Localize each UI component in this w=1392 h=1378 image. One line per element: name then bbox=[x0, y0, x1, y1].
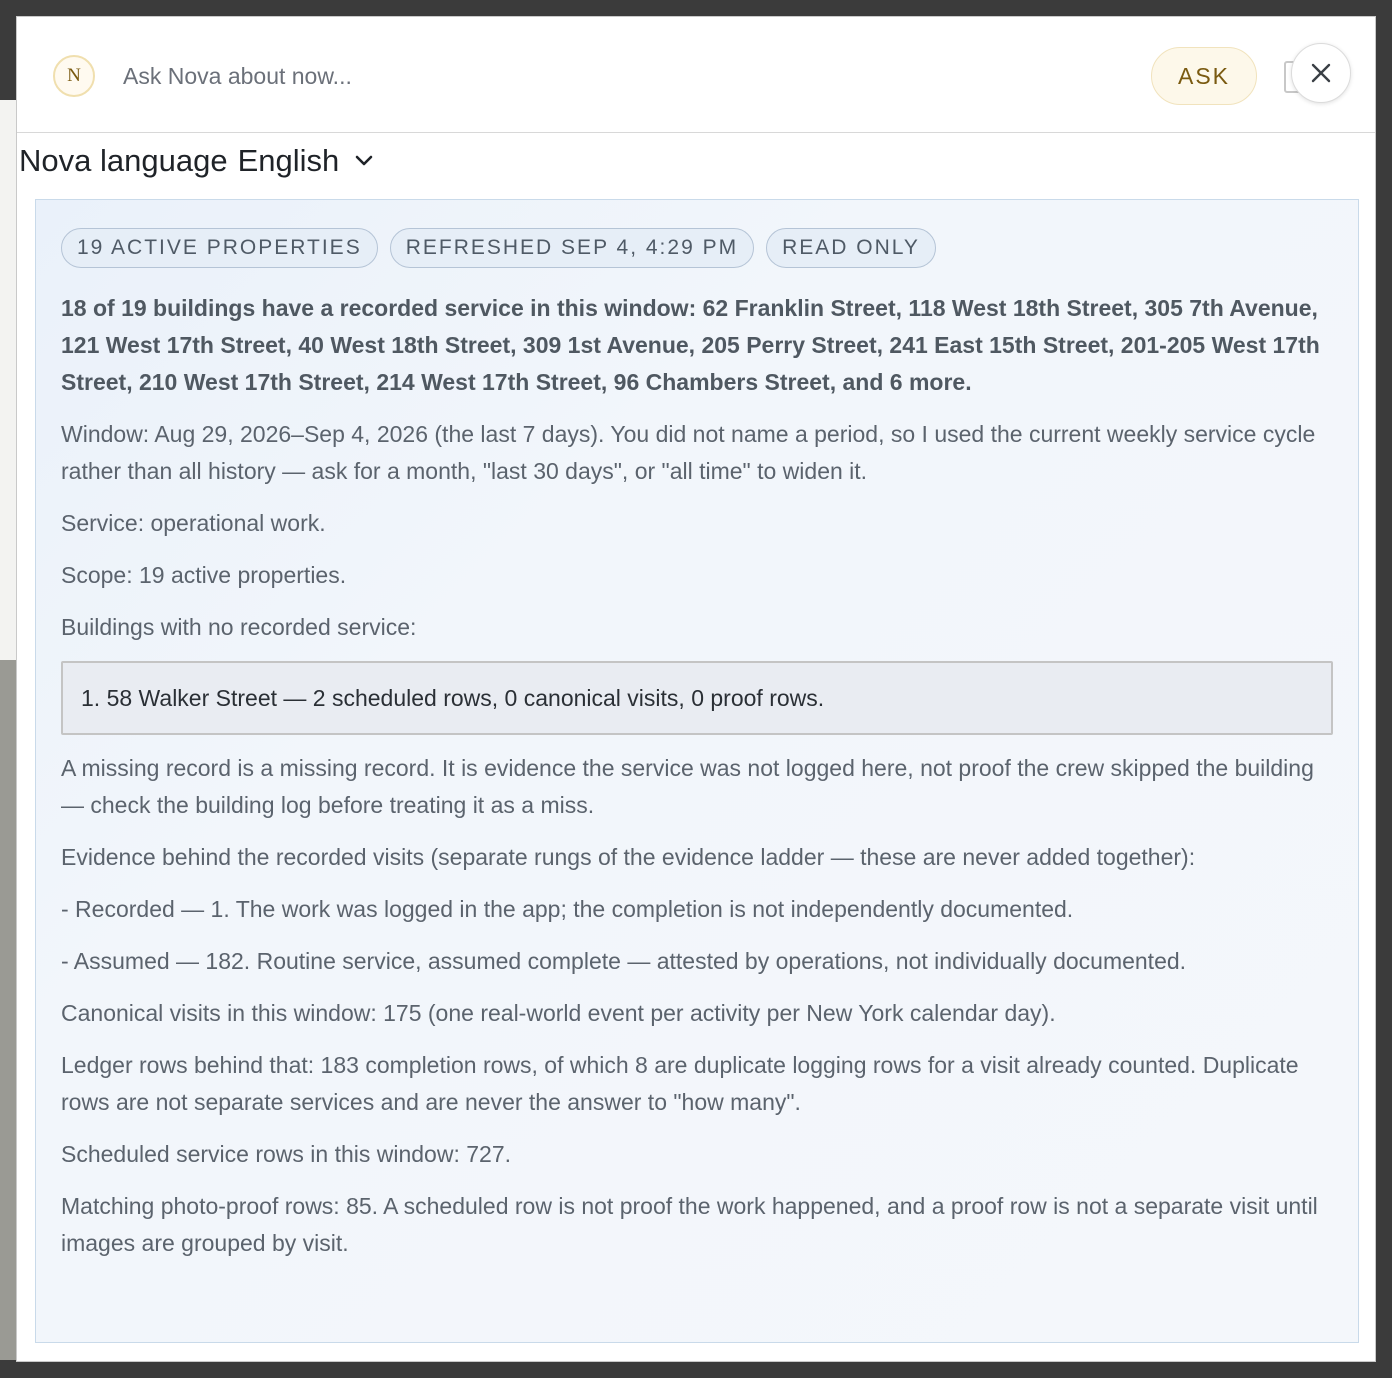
language-selector[interactable] bbox=[19, 137, 373, 185]
answer-chips bbox=[61, 228, 936, 268]
avatar-letter: N bbox=[67, 65, 81, 86]
chip-read-only: READ ONLY bbox=[766, 228, 936, 268]
close-icon bbox=[1310, 62, 1332, 84]
ask-bar bbox=[17, 17, 1375, 133]
evidence-assumed: - Assumed — 182. Routine service, assumed complete — attested by operations, not individually documented. bbox=[61, 948, 1187, 974]
nova-dialog bbox=[16, 16, 1376, 1362]
no-service-heading: Buildings with no recorded service: bbox=[61, 614, 417, 640]
background-page-edge bbox=[0, 100, 16, 660]
evidence-heading: Evidence behind the recorded visits (separate rungs of the evidence ladder — these are never added together): bbox=[61, 844, 1196, 870]
no-service-list bbox=[61, 661, 1333, 735]
evidence-recorded: - Recorded — 1. The work was logged in the app; the completion is not independently documented. bbox=[61, 896, 1074, 922]
answer-summary: 18 of 19 buildings have a recorded service in this window: 62 Franklin Street, 118 West 18th Street, 305 7th Avenue, 121 West 17th Street, 40 West 18th Street, 309 1st Avenue, 205 Perry Street, 241 East 15th Street, 201-205 West 17th Street, 210 West 17th Street, 214 West 17th Street, 96 Chambers Street, and 6 more. bbox=[61, 295, 1320, 395]
answer-panel bbox=[35, 199, 1359, 1343]
chevron-down-icon bbox=[355, 155, 373, 167]
ask-nova-input[interactable] bbox=[123, 53, 1103, 99]
window-text: Window: Aug 29, 2026–Sep 4, 2026 (the last 7 days). You did not name a period, so I used the current weekly service cycle rather than all history — ask for a month, "last 30 days", or "all time" to widen it. bbox=[61, 421, 1316, 484]
nova-avatar bbox=[53, 55, 95, 97]
service-text: Service: operational work. bbox=[61, 510, 326, 536]
background-map-edge bbox=[0, 660, 16, 1360]
photo-proof-text: Matching photo-proof rows: 85. A scheduled row is not proof the work happened, and a proof row is not a separate visit until images are grouped by visit. bbox=[61, 1193, 1318, 1256]
ledger-rows-text: Ledger rows behind that: 183 completion rows, of which 8 are duplicate logging rows for a visit already counted. Duplicate rows are not separate services and are never the answer to "how many". bbox=[61, 1052, 1299, 1115]
answer-content bbox=[61, 290, 1336, 1277]
ask-button-label: ASK bbox=[1177, 62, 1231, 89]
chip-active-properties: 19 ACTIVE PROPERTIES bbox=[61, 228, 378, 268]
close-button[interactable] bbox=[1291, 43, 1351, 103]
ask-button[interactable] bbox=[1151, 47, 1257, 105]
missing-record-note: A missing record is a missing record. It is evidence the service was not logged here, not proof the crew skipped the building — check the building log before treating it as a miss. bbox=[61, 755, 1314, 818]
list-item: 1. 58 Walker Street — 2 scheduled rows, 0 canonical visits, 0 proof rows. bbox=[81, 684, 825, 711]
scheduled-rows-text: Scheduled service rows in this window: 727. bbox=[61, 1141, 512, 1167]
language-label: Nova language bbox=[19, 143, 228, 178]
chip-refreshed: REFRESHED SEP 4, 4:29 PM bbox=[390, 228, 754, 268]
language-value: English bbox=[237, 143, 340, 178]
scope-text: Scope: 19 active properties. bbox=[61, 562, 347, 588]
canonical-visits-text: Canonical visits in this window: 175 (one real-world event per activity per New York calendar day). bbox=[61, 1000, 1056, 1026]
